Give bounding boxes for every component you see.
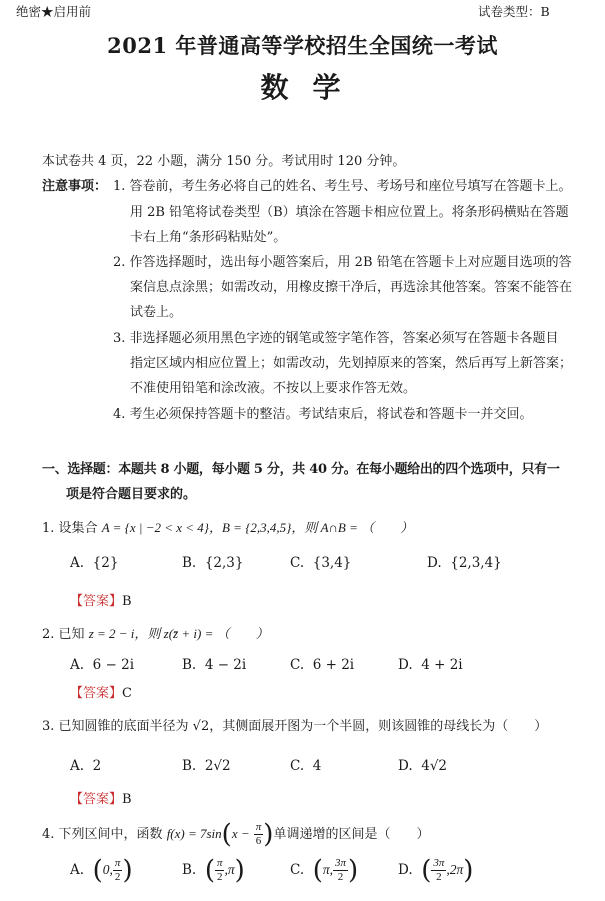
- question-4-option-a: A. (0, $\frac{\pi}{2}$ ): [70, 855, 133, 886]
- question-1-math: A = {x | −2 < x < 4}，B = {2,3,4,5}，则 A∩B = （ ）: [101, 520, 414, 535]
- question-2-math: z = 2 − i，则 z(z̄ + i) = （ ）: [88, 626, 269, 641]
- notice-item-1-line-1: 1. 答卷前，考生务必将自己的姓名、考生号、考场号和座位号填写在答题卡上。: [113, 179, 572, 194]
- question-4-suffix: 单调递增的区间是（ ）: [273, 827, 430, 842]
- header-paper-type: 试卷类型：B: [478, 4, 550, 19]
- question-4-stem: [42, 814, 429, 854]
- question-2-option-b: B. 4 − 2i: [182, 657, 247, 673]
- question-1-number: 1.: [42, 521, 55, 536]
- question-4-option-b: B. ( $\frac{\pi}{2}$ ,π): [182, 855, 245, 886]
- question-1-prefix: 设集合: [58, 521, 102, 536]
- question-4-prefix: 下列区间中，函数: [58, 827, 167, 842]
- question-2-number: 2.: [42, 627, 55, 642]
- question-2-answer: 【答案】C: [70, 686, 132, 701]
- notice-item-1-line-3: 卡右上角“条形码粘贴处”。: [130, 230, 287, 245]
- section-1-heading-line-1: 一、选择题：本题共 8 小题，每小题 5 分，共 40 分。在每小题给出的四个选项中，只有一: [42, 462, 560, 477]
- question-3-option-b: B. 2√2: [182, 758, 231, 774]
- question-4-option-c: C. (π, $\frac{3\pi}{2}$ ): [290, 855, 359, 886]
- question-3-option-d: D. 4√2: [398, 758, 448, 774]
- notice-item-2-line-3: 试卷上。: [130, 305, 183, 320]
- notice-item-3-line-1: 3. 非选择题必须用黑色字迹的钢笔或签字笔作答，答案必须写在答题卡各题目: [113, 331, 559, 346]
- question-1-option-b: B. {2,3}: [182, 555, 244, 571]
- subject-title: 数学: [260, 71, 365, 104]
- question-4-number: 4.: [42, 827, 55, 842]
- question-4-fraction: $\frac{\pi}{6}$: [255, 821, 262, 847]
- notice-item-3-line-3: 不准使用铅笔和涂改液。不按以上要求作答无效。: [130, 381, 417, 396]
- question-1-option-d: D. {2,3,4}: [427, 555, 502, 571]
- notice-item-2-line-1: 2. 作答选择题时，选出每小题答案后，用 2B 铅笔在答题卡上对应题目选项的答: [113, 255, 572, 270]
- question-2-option-a: A. 6 − 2i: [70, 657, 135, 673]
- question-2-option-d: D. 4 + 2i: [398, 657, 463, 673]
- question-1-stem: [42, 517, 413, 536]
- question-4-option-d: D. ( $\frac{3\pi}{2}$ ,2π): [398, 855, 474, 886]
- question-2-option-c: C. 6 + 2i: [290, 657, 355, 673]
- question-1-option-a: A. {2}: [70, 555, 119, 571]
- question-2-stem: [42, 623, 269, 642]
- question-1-option-c: C. {3,4}: [290, 555, 352, 571]
- notice-item-3-line-2: 指定区域内相应位置上；如需改动，先划掉原来的答案，然后再写上新答案；: [130, 356, 573, 371]
- question-4-inner: x −: [231, 826, 250, 841]
- question-3-number: 3.: [42, 719, 55, 734]
- question-4-right-paren: ): [263, 819, 274, 850]
- question-4-func: f(x) = 7sin: [166, 826, 222, 841]
- question-3-option-c: C. 4: [290, 758, 322, 774]
- exam-title: 2021 年普通高等学校招生全国统一考试: [107, 33, 498, 58]
- notice-item-1-line-2: 用 2B 铅笔将试卷类型（B）填涂在答题卡相应位置上。将条形码横贴在答题: [130, 205, 569, 220]
- question-4-left-paren: (: [221, 819, 232, 850]
- notice-item-2-line-2: 案信息点涂黑；如需改动，用橡皮擦干净后，再选涂其他答案。答案不能答在: [130, 280, 573, 295]
- question-3-answer: 【答案】B: [70, 792, 132, 807]
- question-3-text: 已知圆锥的底面半径为 √2，其侧面展开图为一个半圆，则该圆锥的母线长为（ ）: [58, 719, 548, 734]
- section-1-heading-line-2: 项是符合题目要求的。: [66, 487, 197, 502]
- question-3-stem: [42, 715, 547, 734]
- intro-text: 本试卷共 4 页，22 小题，满分 150 分。考试用时 120 分钟。: [42, 154, 406, 169]
- notice-label: 注意事项：: [42, 179, 108, 194]
- question-3-option-a: A. 2: [70, 758, 102, 774]
- header-secret-label: 绝密★启用前: [16, 4, 92, 19]
- question-2-prefix: 已知: [58, 627, 89, 642]
- notice-item-4-line-1: 4. 考生必须保持答题卡的整洁。考试结束后，将试卷和答题卡一并交回。: [113, 407, 533, 422]
- question-1-answer: 【答案】B: [70, 594, 132, 609]
